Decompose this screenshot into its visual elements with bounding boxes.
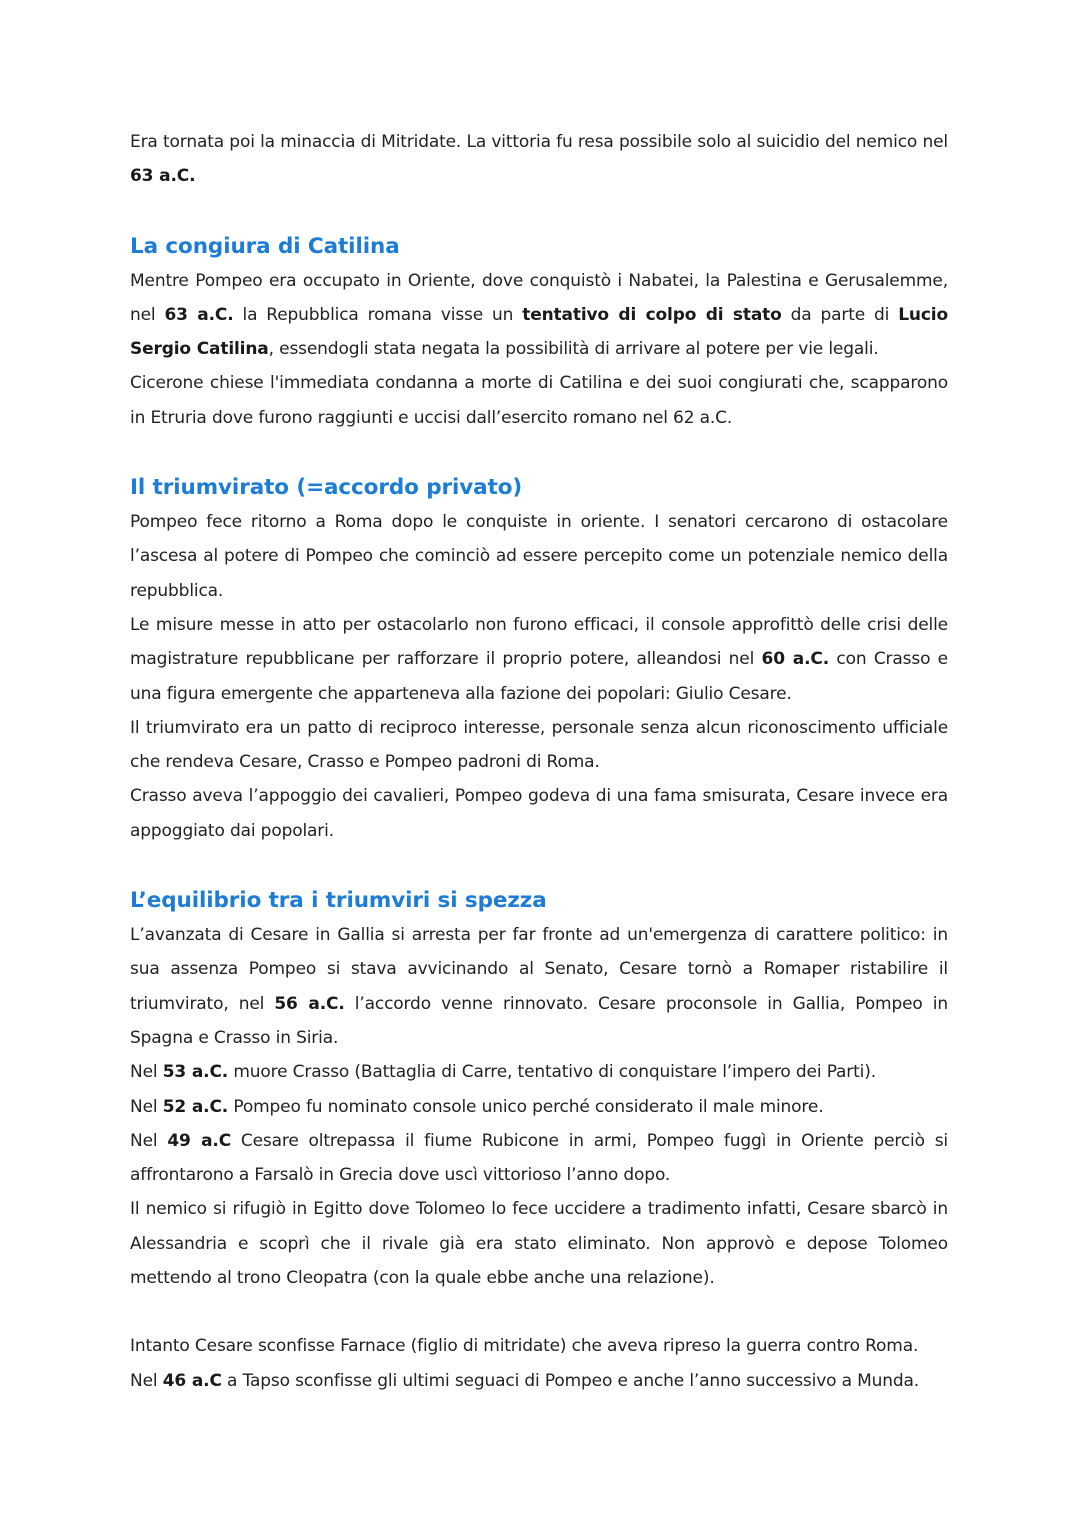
heading-equilibrio: L’equilibrio tra i triumviri si spezza xyxy=(130,888,547,914)
paragraph-equilibrio-4: Nel 49 a.C Cesare oltrepassa il fiume Rubicone in armi, Pompeo fuggì in Oriente perciò si affrontarono a Farsalò in Grecia dove uscì vittorioso l’anno dopo. xyxy=(130,1130,949,1186)
paragraph-equilibrio-7: Nel 46 a.C a Tapso sconfisse gli ultimi seguaci di Pompeo e anche l’anno successivo a Munda. xyxy=(130,1370,920,1391)
heading-congiura-catilina: La congiura di Catilina xyxy=(130,233,400,259)
document-page xyxy=(130,125,948,1398)
paragraph-catilina-1: Mentre Pompeo era occupato in Oriente, dove conquistò i Nabatei, la Palestina e Gerusalemme, nel 63 a.C. la Repubblica romana visse un tentativo di colpo di stato da parte di Lucio Sergio Catilina, essendogli stata negata la possibilità di arrivare al potere per vie legali. xyxy=(130,270,948,360)
paragraph-equilibrio-2: Nel 53 a.C. muore Crasso (Battaglia di Carre, tentativo di conquistare l’impero dei Parti). xyxy=(130,1062,876,1083)
intro-paragraph: Era tornata poi la minaccia di Mitridate. La vittoria fu resa possibile solo al suicidio del nemico nel 63 a.C. xyxy=(130,132,948,187)
heading-triumvirato: Il triumvirato (=accordo privato) xyxy=(130,475,523,501)
paragraph-triumvirato-1: Pompeo fece ritorno a Roma dopo le conquiste in oriente. I senatori cercarono di ostacolare l’ascesa al potere di Pompeo che cominciò ad essere percepito come un potenziale nemico della repubblica. xyxy=(130,512,948,601)
paragraph-triumvirato-4: Crasso aveva l’appoggio dei cavalieri, Pompeo godeva di una fama smisurata, Cesare invece era appoggiato dai popolari. xyxy=(130,786,948,841)
paragraph-equilibrio-1: L’avanzata di Cesare in Gallia si arresta per far fronte ad un'emergenza di carattere politico: in sua assenza Pompeo si stava avvicinando al Senato, Cesare tornò a Romaper ristabilire il triumvirato, nel 56 a.C. l’accordo venne rinnovato. Cesare proconsole in Gallia, Pompeo in Spagna e Crasso in Siria. xyxy=(130,925,948,1048)
paragraph-catilina-2: Cicerone chiese l'immediata condanna a morte di Catilina e dei suoi congiurati che, scapparono in Etruria dove furono raggiunti e uccisi dall’esercito romano nel 62 a.C. xyxy=(130,373,948,428)
paragraph-equilibrio-3: Nel 52 a.C. Pompeo fu nominato console unico perché considerato il male minore. xyxy=(130,1096,824,1117)
paragraph-equilibrio-6: Intanto Cesare sconfisse Farnace (figlio di mitridate) che aveva ripreso la guerra contro Roma. xyxy=(130,1336,919,1357)
paragraph-equilibrio-5: Il nemico si rifugiò in Egitto dove Tolomeo lo fece uccidere a tradimento infatti, Cesare sbarcò in Alessandria e scoprì che il rivale già era stato eliminato. Non approvò e depose Tolomeo mettendo al trono Cleopatra (con la quale ebbe anche una relazione). xyxy=(130,1199,948,1289)
paragraph-triumvirato-3: Il triumvirato era un patto di reciproco interesse, personale senza alcun riconoscimento ufficiale che rendeva Cesare, Crasso e Pompeo padroni di Roma. xyxy=(130,717,948,773)
paragraph-triumvirato-2: Le misure messe in atto per ostacolarlo non furono efficaci, il console approfittò delle crisi delle magistrature repubblicane per rafforzare il proprio potere, alleandosi nel 60 a.C. con Crasso e una figura emergente che apparteneva alla fazione dei popolari: Giulio Cesare. xyxy=(130,614,948,704)
